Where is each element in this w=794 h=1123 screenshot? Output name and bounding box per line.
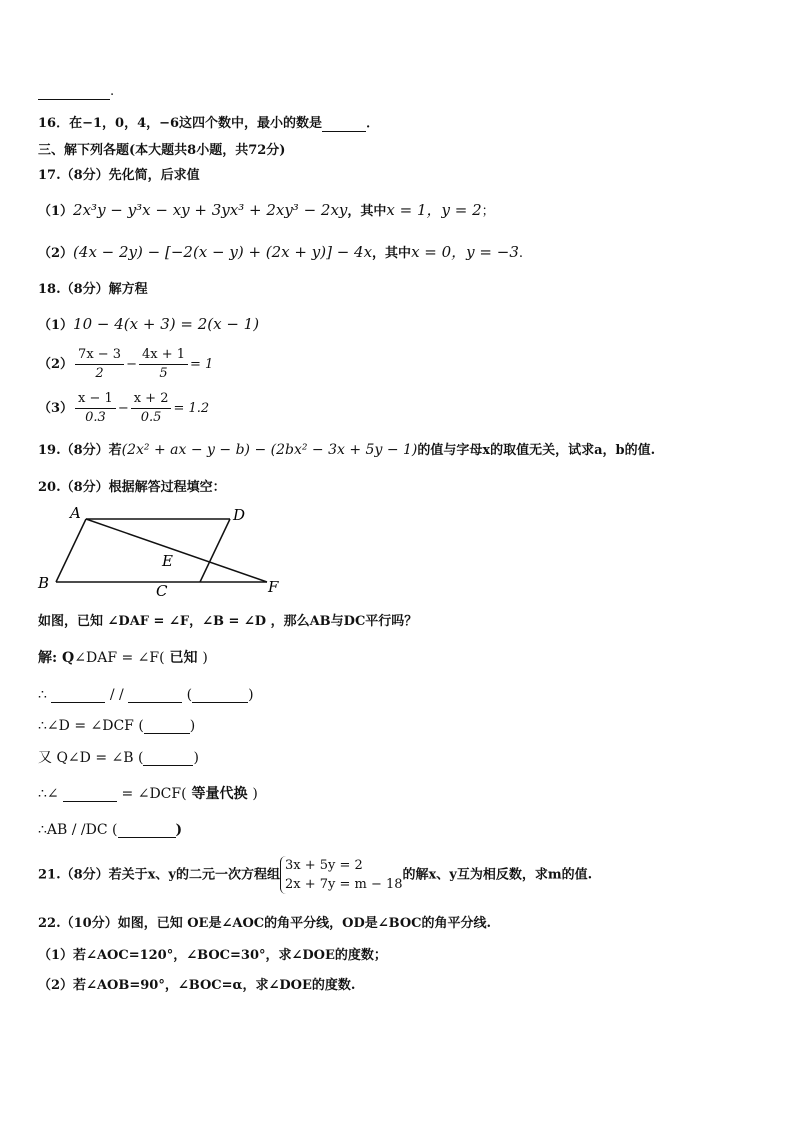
numerator: 4x + 1 bbox=[139, 346, 188, 365]
condition-label: ，其中 bbox=[347, 204, 387, 219]
question-22-part-2: （2）若∠AOB=90°，∠BOC=α，求∠DOE的度数. bbox=[38, 978, 356, 993]
segment-dc bbox=[200, 519, 230, 582]
solution-step-4 bbox=[38, 750, 199, 766]
period: ． bbox=[366, 116, 380, 131]
question-19-tail: 的值与字母x的取值无关，试求a，b的值. bbox=[417, 443, 656, 458]
question-18-part-3 bbox=[38, 390, 209, 427]
parallelogram-figure bbox=[30, 500, 300, 600]
numerator: x + 2 bbox=[131, 390, 172, 409]
question-20-heading: 20.（8分）根据解答过程填空： bbox=[38, 480, 226, 495]
step-close: ) bbox=[175, 822, 183, 838]
equation-2: 2x + 7y = m − 18 bbox=[284, 877, 403, 892]
numerator: x − 1 bbox=[75, 390, 116, 409]
part-label: （2） bbox=[38, 357, 74, 372]
point-label-b: B bbox=[38, 574, 50, 592]
right-hand-side: = 1 bbox=[190, 357, 214, 372]
question-17-part-1 bbox=[38, 202, 495, 220]
fraction bbox=[75, 346, 124, 383]
punctuation: . bbox=[518, 246, 524, 261]
point-label-c: C bbox=[156, 582, 168, 600]
section-heading: 三、解下列各题(本大题共8小题，共72分) bbox=[38, 143, 286, 158]
question-16-text: 16．在−1，0，4，−6这四个数中，最小的数是 bbox=[38, 116, 323, 131]
operator: − bbox=[126, 357, 137, 372]
solution-step-2 bbox=[38, 687, 254, 703]
answer-blank bbox=[128, 690, 182, 703]
part-label: （2） bbox=[38, 246, 74, 261]
question-18-heading: 18.（8分）解方程 bbox=[38, 282, 148, 297]
denominator: 5 bbox=[159, 366, 168, 381]
question-22-part-1: （1）若∠AOC=120°，∠BOC=30°，求∠DOE的度数； bbox=[38, 948, 387, 963]
step-close: ) bbox=[252, 786, 258, 802]
question-20-prompt: 如图，已知 ∠DAF = ∠F，∠B = ∠D ，那么AB与DC平行吗？ bbox=[38, 614, 418, 629]
step-math: = ∠DCF( bbox=[121, 786, 187, 802]
question-17-heading: 17.（8分）先化简，后求值 bbox=[38, 168, 200, 183]
part-label: （1） bbox=[38, 318, 74, 333]
math-values: x = 0，y = −3 bbox=[411, 243, 519, 261]
answer-blank bbox=[51, 690, 105, 703]
numerator: 7x − 3 bbox=[75, 346, 124, 365]
step-reason: 等量代换 bbox=[186, 786, 253, 802]
solution-step-5 bbox=[38, 786, 258, 802]
part-label: （3） bbox=[38, 401, 74, 416]
equation-1: 3x + 5y = 2 bbox=[284, 858, 363, 873]
answer-blank bbox=[192, 690, 248, 703]
question-18-part-1 bbox=[38, 316, 259, 334]
step-lead: ∴ bbox=[38, 687, 47, 703]
denominator: 0.5 bbox=[140, 410, 162, 425]
solution-step-1 bbox=[38, 650, 208, 666]
fraction bbox=[139, 346, 188, 383]
step-close: ) bbox=[248, 687, 254, 703]
fraction bbox=[131, 390, 172, 427]
answer-blank bbox=[63, 789, 117, 802]
answer-blank bbox=[118, 825, 176, 838]
step-math: ∠DAF = ∠F( bbox=[74, 650, 165, 666]
math-expression: (2x² + ax − y − b) − (2bx² − 3x + 5y − 1) bbox=[121, 442, 418, 458]
step-math: 又 Q∠D = ∠B ( bbox=[38, 750, 144, 766]
answer-blank bbox=[144, 721, 190, 734]
step-lead: 解: Q bbox=[38, 650, 75, 666]
question-18-part-2 bbox=[38, 346, 213, 383]
condition-label: ，其中 bbox=[372, 246, 412, 261]
step-reason: 已知 bbox=[164, 650, 203, 666]
question-16 bbox=[38, 116, 379, 132]
point-label-e: E bbox=[162, 552, 173, 570]
question-21 bbox=[38, 856, 592, 894]
denominator: 0.3 bbox=[85, 410, 106, 425]
step-close: ) bbox=[193, 750, 199, 766]
previous-answer-line bbox=[38, 84, 114, 100]
denominator: 2 bbox=[95, 366, 104, 381]
step-lead: ∴∠ bbox=[38, 786, 59, 802]
point-label-a: A bbox=[70, 504, 81, 522]
answer-blank bbox=[143, 753, 193, 766]
segment-af bbox=[86, 519, 267, 582]
punctuation: ； bbox=[481, 204, 495, 219]
question-22-heading: 22.（10分）如图，已知 OE是∠AOC的角平分线，OD是∠BOC的角平分线. bbox=[38, 916, 492, 931]
point-label-f: F bbox=[268, 578, 279, 596]
part-label: （1） bbox=[38, 204, 74, 219]
fraction bbox=[75, 390, 116, 427]
solution-step-3 bbox=[38, 718, 195, 734]
segment-ab bbox=[56, 519, 86, 582]
period: . bbox=[110, 84, 115, 99]
parallel-symbol: / / bbox=[109, 687, 124, 703]
question-17-part-2 bbox=[38, 244, 523, 262]
step-math: ∴AB / /DC ( bbox=[38, 822, 118, 838]
operator: − bbox=[117, 401, 129, 416]
math-values: x = 1，y = 2 bbox=[386, 201, 482, 219]
point-label-d: D bbox=[233, 506, 246, 524]
question-19 bbox=[38, 442, 655, 459]
answer-blank bbox=[38, 87, 110, 100]
step-close: ) bbox=[202, 650, 208, 666]
answer-blank bbox=[322, 119, 366, 132]
question-21-heading: 21.（8分）若关于x、y的二元一次方程组 bbox=[38, 867, 280, 883]
question-21-tail: 的解x、y互为相反数，求m的值. bbox=[402, 867, 593, 883]
step-close: ) bbox=[189, 718, 196, 734]
step-open: ( bbox=[186, 687, 193, 703]
equation-system bbox=[280, 856, 403, 894]
step-math: ∴∠D = ∠DCF ( bbox=[38, 718, 144, 734]
right-hand-side: = 1.2 bbox=[173, 401, 210, 416]
question-19-heading: 19.（8分）若 bbox=[38, 443, 122, 458]
math-expression: 10 − 4(x + 3) = 2(x − 1) bbox=[73, 315, 260, 333]
solution-step-6 bbox=[38, 822, 182, 838]
math-expression: (4x − 2y) − [−2(x − y) + (2x + y)] − 4x bbox=[73, 243, 373, 261]
math-expression: 2x³y − y³x − xy + 3yx³ + 2xy³ − 2xy bbox=[73, 201, 348, 219]
